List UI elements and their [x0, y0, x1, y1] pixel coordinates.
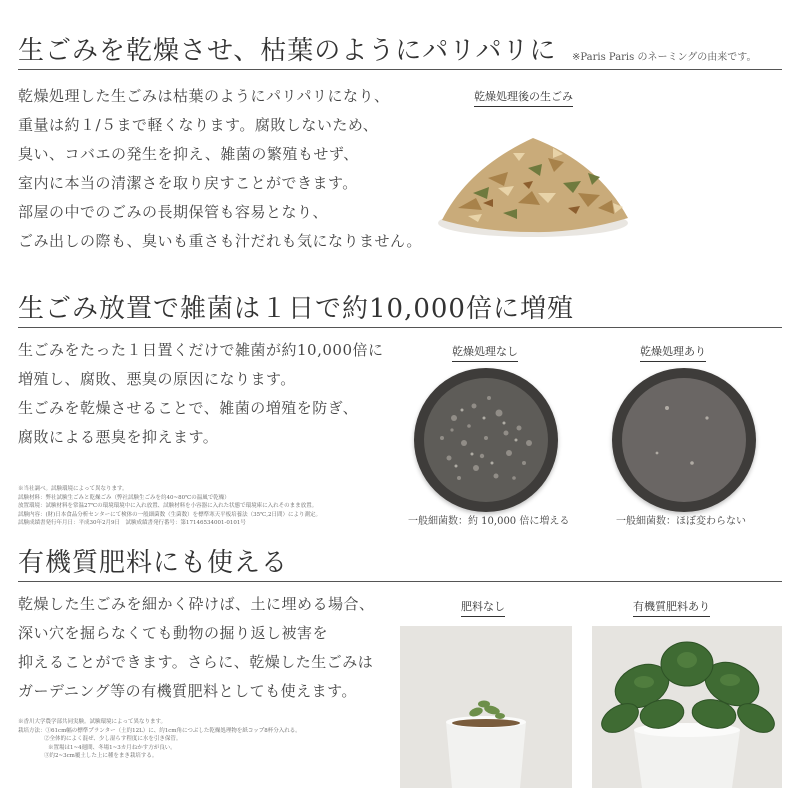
petri-dish-treated [612, 368, 756, 512]
section1-body [18, 82, 422, 256]
bacteria-colonies-dense [414, 368, 558, 512]
body-line: ごみ出しの際も、臭いも重さも汁だれも気になりません。 [18, 232, 422, 250]
fine-line: ※置場は1~4週間、冬場1~3カ月ねかす方が良い。 [48, 744, 176, 751]
naming-note: ※Paris Paris のネーミングの由来です。 [572, 52, 757, 63]
no-drying-label: 乾燥処理なし [452, 343, 518, 362]
body-line: 抑えることができます。さらに、乾燥した生ごみは [18, 653, 374, 671]
bacteria-colonies-sparse [612, 368, 756, 512]
petri-dish-untreated [414, 368, 558, 512]
body-line: 生ごみを乾燥させることで、雑菌の増殖を防ぎ、 [18, 399, 359, 417]
with-drying-label: 乾燥処理あり [640, 343, 706, 362]
fine-line: ③約2~3cm覆土した上に種をまき栽培する。 [44, 753, 158, 759]
section3-body [18, 590, 375, 706]
treated-caption: 一般細菌数：ほぼ変わらない [616, 516, 746, 527]
body-line: 部屋の中でのごみの長期保管も容易となり、 [18, 203, 329, 221]
section3-heading: 有機質肥料にも使える [18, 548, 289, 578]
section3-fine-print [18, 718, 301, 761]
fine-line: 試験内容：(財)日本食品分析センターにて検体の一般細菌数（生菌数）を標準寒天平板培養法（35℃,2日間）により測定。 [18, 511, 321, 518]
section1-heading: 生ごみを乾燥させ、枯葉のようにパリパリに [18, 36, 557, 66]
organic-fertilizer-label: 有機質肥料あり [633, 598, 710, 617]
section3-divider [18, 581, 782, 582]
section1-divider [18, 69, 782, 70]
body-line: 臭い、コバエの発生を抑え、雑菌の繁殖もせず、 [18, 145, 359, 163]
untreated-caption: 一般細菌数：約 10,000 倍に増える [408, 516, 570, 527]
dried-waste-label: 乾燥処理後の生ごみ [474, 88, 573, 107]
body-line: 生ごみをたった１日置くだけで雑菌が約10,000倍に [18, 341, 384, 359]
section2-heading: 生ごみ放置で雑菌は１日で約10,000倍に増殖 [18, 294, 574, 324]
fine-line: 放置環境：試験材料を常温27℃の環境環境中に入れ放置、試験材料を小容器に入れた状態で環境庫に入れそのまま放置。 [18, 503, 318, 509]
dried-leaves-illustration [428, 108, 638, 248]
body-line: 室内に本当の清潔さを取り戻すことができます。 [18, 174, 358, 192]
body-line: ガーデニング等の有機質肥料としても使えます。 [18, 682, 357, 700]
no-fertilizer-label: 肥料なし [461, 598, 505, 617]
section2-fine-print [18, 485, 321, 528]
fine-line: 試験成績書発行年月日：平成30年2月9日 試験成績書発行番号：第17146534001-0101号 [18, 520, 246, 526]
plant-with-fertilizer-photo [592, 626, 782, 788]
leafy-plant-illustration [592, 626, 782, 788]
fine-line: ※香川大学農学部共同実験。試験環境によって異なります。 [18, 719, 167, 725]
small-seedling-illustration [400, 626, 572, 788]
section2-divider [18, 327, 782, 328]
body-line: 深い穴を掘らなくても動物の掘り返し被害を [18, 624, 329, 642]
body-line: 乾燥した生ごみを細かく砕けば、土に埋める場合、 [18, 595, 375, 613]
fine-line: ②全体的によく混ぜ、少し湿らす程度に水を引き保管。 [44, 736, 182, 742]
fine-line: 栽培方法：①61cm幅の標準プランター（土約12L）に、約1cm角につぶした乾燥処理物を紙コップ8杯分入れる。 [18, 727, 301, 734]
section2-body [18, 336, 384, 452]
body-line: 増殖し、腐敗、悪臭の原因になります。 [18, 370, 296, 388]
plant-no-fertilizer-photo [400, 626, 572, 788]
fine-line: ※当社調べ。試験環境によって異なります。 [18, 486, 128, 492]
dried-waste-photo [428, 108, 638, 248]
fine-line: 試験材料：弊社試験生ごみと乾燥ごみ（弊社試験生ごみを約40~80℃の温風で乾燥） [18, 494, 230, 501]
body-line: 乾燥処理した生ごみは枯葉のようにパリパリになり、 [18, 87, 390, 105]
body-line: 腐敗による悪臭を抑えます。 [18, 428, 219, 446]
body-line: 重量は約１/５まで軽くなります。腐敗しないため、 [18, 116, 379, 134]
